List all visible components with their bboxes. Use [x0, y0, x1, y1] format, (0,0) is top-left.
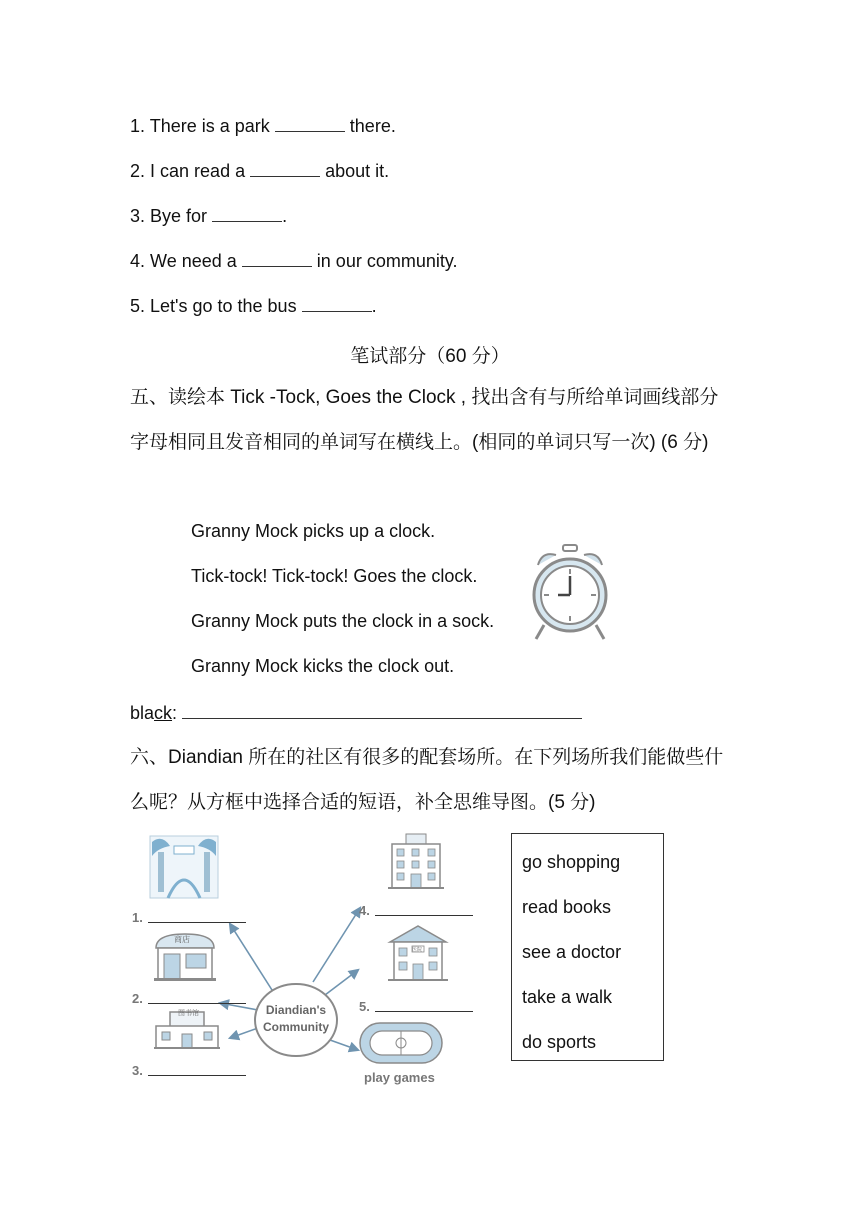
answer-blank-4[interactable]	[375, 915, 473, 916]
q6-instruction: 六、Diandian 所在的社区有很多的配套场所。在下列场所我们能做些什么呢？从方框中选择合适的短语，补全思维导图。(5 分)	[130, 747, 724, 813]
answer-blank-3[interactable]	[148, 1075, 246, 1076]
item-text: I can read a	[150, 161, 246, 181]
story-line: Tick-tock! Tick-tock! Goes the clock.	[191, 566, 478, 586]
word-option: take a walk	[522, 987, 613, 1007]
item-text: .	[282, 206, 288, 226]
item-number: 1.	[130, 116, 146, 136]
blank-number: 3.	[132, 1063, 143, 1078]
item-number: 2.	[130, 161, 146, 181]
q5-instruction: 五、读绘本 Tick -Tock, Goes the Clock , 找出含有与所给单词画线部分字母相同且发音相同的单词写在横线上。(相同的单词只写一次) (6 分)	[130, 387, 719, 453]
item-text: There is a park	[149, 116, 270, 136]
word-bank	[511, 833, 664, 1061]
item-number: 5.	[130, 296, 146, 316]
section-title: 笔试部分（60 分）	[350, 346, 510, 367]
item-text: about it.	[325, 161, 390, 181]
answer-blank-1[interactable]	[148, 922, 246, 923]
blank-number: 1.	[132, 910, 143, 925]
item-text: .	[371, 296, 377, 316]
underlined-letters: ck	[154, 703, 173, 723]
item-text: there.	[349, 116, 396, 136]
mind-map-center	[255, 1002, 337, 1036]
item-number: 4.	[130, 251, 146, 271]
word-option: read books	[522, 897, 612, 917]
blank-number: 4.	[359, 903, 370, 918]
item-number: 3.	[130, 206, 146, 226]
office-building-icon	[386, 832, 446, 890]
center-line: Community	[263, 1020, 329, 1034]
answer-blank-2[interactable]	[148, 1003, 246, 1004]
story-line: Granny Mock puts the clock in a sock.	[191, 611, 495, 631]
store-sign: 商店	[174, 935, 190, 944]
stadium-icon	[358, 1019, 444, 1067]
blank-number: 2.	[132, 991, 143, 1006]
story-line: Granny Mock kicks the clock out.	[191, 656, 455, 676]
word-option: go shopping	[522, 852, 621, 872]
answer-blank-5[interactable]	[375, 1011, 473, 1012]
item-text: in our community.	[316, 251, 458, 271]
story-line: Granny Mock picks up a clock.	[191, 521, 436, 541]
word-option: do sports	[522, 1032, 597, 1052]
item-text: Let's go to the bus	[150, 296, 297, 316]
blank-number: 5.	[359, 999, 370, 1014]
target-word: black:	[130, 703, 178, 723]
center-line: Diandian's	[265, 1003, 327, 1017]
item-text: Bye for	[150, 206, 208, 226]
word-option: see a doctor	[522, 942, 622, 962]
item-text: We need a	[150, 251, 237, 271]
library-sign: 图书馆	[178, 1010, 199, 1017]
given-answer: play games	[364, 1070, 435, 1085]
hospital-sign: 医院	[412, 947, 423, 953]
park-icon	[148, 832, 220, 902]
